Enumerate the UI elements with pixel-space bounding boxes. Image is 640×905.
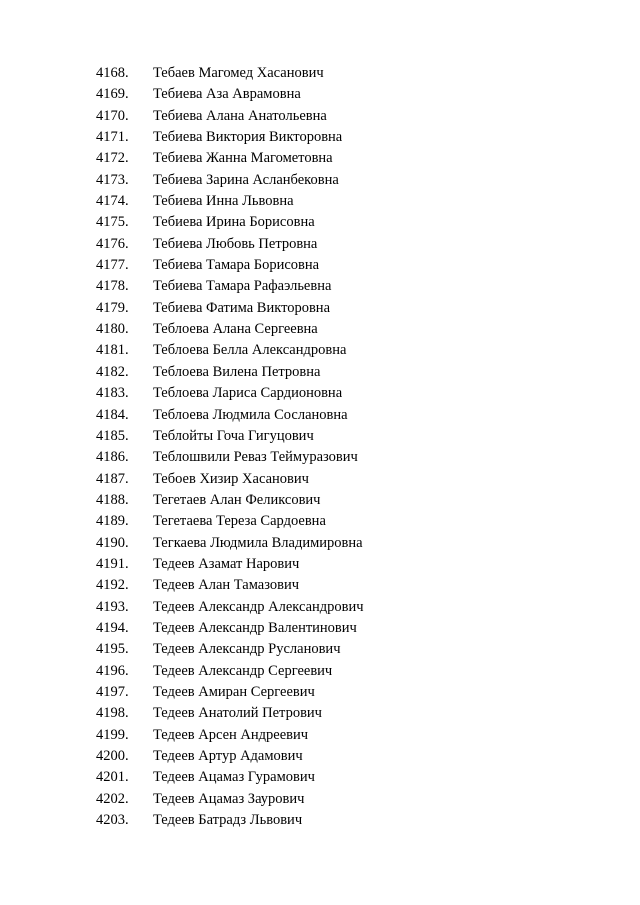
entry-name: Тебиева Инна Львовна: [153, 193, 294, 210]
entry-number: 4191.: [96, 555, 129, 572]
entry-name: Тедеев Ацамаз Гурамович: [153, 769, 315, 786]
entry-name: Тедеев Азамат Нарович: [153, 555, 300, 572]
entry-number: 4199.: [96, 726, 129, 743]
entry-number: 4183.: [96, 385, 129, 402]
list-item: [0, 703, 640, 724]
list-item: [0, 469, 640, 490]
entry-number: 4173.: [96, 171, 129, 188]
list-item: [0, 810, 640, 831]
list-item: [0, 276, 640, 297]
entry-number: 4174.: [96, 193, 129, 210]
entry-number: 4201.: [96, 769, 129, 786]
entry-number: 4172.: [96, 150, 129, 167]
entry-number: 4193.: [96, 598, 129, 615]
list-item: [0, 84, 640, 105]
entry-number: 4181.: [96, 342, 129, 359]
list-item: [0, 255, 640, 276]
entry-name: Тедеев Анатолий Петрович: [153, 705, 322, 722]
entry-number: 4187.: [96, 470, 129, 487]
list-item: [0, 597, 640, 618]
list-item: [0, 682, 640, 703]
list-item: [0, 383, 640, 404]
entry-name: Тедеев Александр Русланович: [153, 641, 341, 658]
entry-number: 4168.: [96, 65, 129, 81]
entry-name: Теблоева Лариса Сардионовна: [153, 385, 343, 402]
entry-number: 4196.: [96, 662, 129, 679]
list-item: [0, 191, 640, 212]
entry-name: Теблоева Вилена Петровна: [153, 363, 321, 380]
entry-number: 4182.: [96, 363, 129, 380]
entry-number: 4179.: [96, 299, 129, 316]
entry-name: Тедеев Алан Тамазович: [153, 577, 300, 594]
list-item: [0, 63, 640, 84]
entry-number: 4169.: [96, 86, 129, 103]
entry-number: 4176.: [96, 235, 129, 252]
list-item: [0, 618, 640, 639]
entry-number: 4202.: [96, 790, 129, 807]
entry-name: Тедеев Арсен Андреевич: [153, 726, 309, 743]
entry-name: Тегетаева Тереза Сардоевна: [153, 513, 326, 530]
entry-number: 4171.: [96, 129, 129, 146]
list-item: [0, 170, 640, 191]
entry-name: Тебиева Ирина Борисовна: [153, 214, 315, 231]
entry-name: Тебиева Тамара Рафаэльевна: [153, 278, 332, 295]
list-item: [0, 447, 640, 468]
list-item: [0, 789, 640, 810]
list-item: [0, 490, 640, 511]
list-item: [0, 575, 640, 596]
entry-number: 4189.: [96, 513, 129, 530]
list-item: [0, 405, 640, 426]
list-item: [0, 362, 640, 383]
list-item: [0, 212, 640, 233]
entry-name: Теблоева Людмила Сослановна: [153, 406, 348, 423]
entry-name: Тебиева Зарина Асланбековна: [153, 171, 339, 188]
list-item: [0, 661, 640, 682]
entry-name: Теблойты Гоча Гигуцович: [153, 427, 314, 444]
entry-number: 4177.: [96, 257, 129, 274]
entry-name: Тедеев Амиран Сергеевич: [153, 683, 315, 700]
list-item: [0, 148, 640, 169]
entry-name: Тедеев Александр Сергеевич: [153, 662, 333, 679]
entry-name: Тебиева Виктория Викторовна: [153, 129, 343, 146]
entry-name: Тедеев Александр Александрович: [153, 598, 364, 615]
list-item: [0, 533, 640, 554]
entry-number: 4190.: [96, 534, 129, 551]
list-item: [0, 426, 640, 447]
entry-name: Тебиева Любовь Петровна: [153, 235, 318, 252]
entry-number: 4200.: [96, 748, 129, 764]
list-item: [0, 767, 640, 788]
list-item: [0, 746, 640, 767]
entry-name: Тедеев Александр Валентинович: [153, 619, 357, 636]
list-item: [0, 319, 640, 340]
entry-name: Теблошвили Реваз Теймуразович: [153, 449, 358, 466]
entry-name: Тебоев Хизир Хасанович: [153, 470, 309, 487]
entry-number: 4198.: [96, 705, 129, 722]
entry-name: Тедеев Артур Адамович: [153, 748, 303, 764]
list-item: [0, 639, 640, 660]
entry-number: 4203.: [96, 812, 129, 829]
entry-number: 4186.: [96, 449, 129, 466]
list-item: [0, 298, 640, 319]
entry-number: 4194.: [96, 619, 129, 636]
list-item: [0, 554, 640, 575]
list-item: [0, 234, 640, 255]
entry-number: 4184.: [96, 406, 129, 423]
name-list: [0, 63, 640, 831]
entry-name: Тебаев Магомед Хасанович: [153, 65, 324, 81]
list-item: [0, 340, 640, 361]
entry-name: Тебиева Алана Анатольевна: [153, 107, 327, 124]
entry-name: Тегкаева Людмила Владимировна: [153, 534, 363, 551]
entry-name: Теблоева Белла Александровна: [153, 342, 347, 359]
entry-name: Тебиева Фатима Викторовна: [153, 299, 331, 316]
entry-number: 4175.: [96, 214, 129, 231]
entry-name: Тедеев Ацамаз Заурович: [153, 790, 305, 807]
entry-number: 4185.: [96, 427, 129, 444]
entry-name: Тебиева Аза Аврамовна: [153, 86, 301, 103]
entry-name: Тегетаев Алан Феликсович: [153, 491, 321, 508]
entry-name: Тебиева Жанна Магометовна: [153, 150, 333, 167]
entry-number: 4192.: [96, 577, 129, 594]
entry-number: 4178.: [96, 278, 129, 295]
entry-number: 4170.: [96, 107, 129, 124]
entry-number: 4197.: [96, 683, 129, 700]
entry-number: 4195.: [96, 641, 129, 658]
list-item: [0, 725, 640, 746]
entry-name: Тедеев Батрадз Львович: [153, 812, 303, 829]
entry-number: 4180.: [96, 321, 129, 338]
list-item: [0, 127, 640, 148]
list-item: [0, 106, 640, 127]
entry-number: 4188.: [96, 491, 129, 508]
entry-name: Тебиева Тамара Борисовна: [153, 257, 320, 274]
entry-name: Теблоева Алана Сергеевна: [153, 321, 318, 338]
list-item: [0, 511, 640, 532]
